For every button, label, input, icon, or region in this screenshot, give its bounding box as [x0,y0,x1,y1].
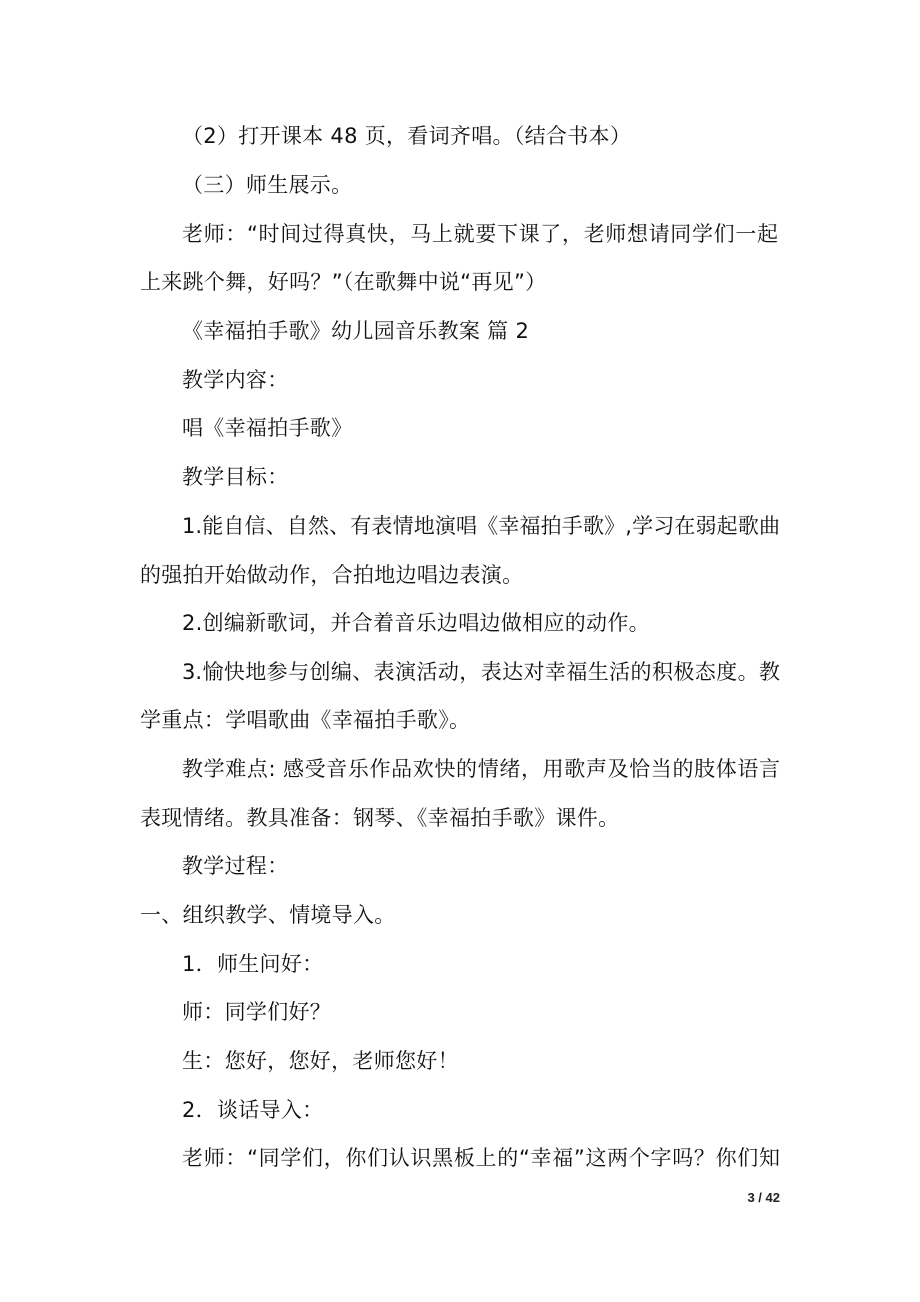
step-2-talk-intro: 2．谈话导入： [182,1098,324,1122]
page-number: 3 / 42 [747,1190,780,1205]
teaching-content-value: 唱《幸福拍手歌》 [182,416,353,440]
step-1-greeting: 1．师生问好： [182,952,324,976]
section-heading-three: （三）师生展示。 [182,173,353,197]
dialogue-student: 生：您好，您好，老师您好！ [182,1049,459,1073]
goal-1-line-2: 的强拍开始做动作，合拍地边唱边表演。 [140,563,524,587]
dialogue-teacher-2: 老师：“同学们，你们认识黑板上的“幸福”这两个字吗？你们知 [182,1146,780,1170]
difficulty-line-2: 表现情绪。教具准备：钢琴、《幸福拍手歌》课件。 [140,806,620,830]
paragraph-line-1: （2）打开课本 48 页，看词齐唱。（结合书本） [182,124,632,148]
paragraph-line-4: 上来跳个舞，好吗？”（在歌舞中说“再见”） [140,270,547,294]
key-point: 学重点：学唱歌曲《幸福拍手歌》。 [140,708,471,732]
teaching-content-label: 教学内容： [182,368,289,392]
teaching-process-label: 教学过程： [182,854,289,878]
teaching-goals-label: 教学目标： [182,465,289,489]
difficulty-line-1: 教学难点: 感受音乐作品欢快的情绪，用歌声及恰当的肢体语言 [182,757,780,781]
dialogue-teacher: 师：同学们好？ [182,1000,332,1024]
lesson-title: 《幸福拍手歌》幼儿园音乐教案 篇 2 [182,319,530,343]
step-one-heading: 一、组织教学、情境导入。 [140,903,396,927]
goal-3-line-1: 3.愉快地参与创编、表演活动，表达对幸福生活的积极态度。教 [182,660,780,684]
goal-2: 2.创编新歌词，并合着音乐边唱边做相应的动作。 [182,611,650,635]
paragraph-line-3: 老师：“时间过得真快，马上就要下课了，老师想请同学们一起 [182,222,778,246]
goal-1-line-1: 1.能自信、自然、有表情地演唱《幸福拍手歌》,学习在弱起歌曲 [182,514,780,538]
